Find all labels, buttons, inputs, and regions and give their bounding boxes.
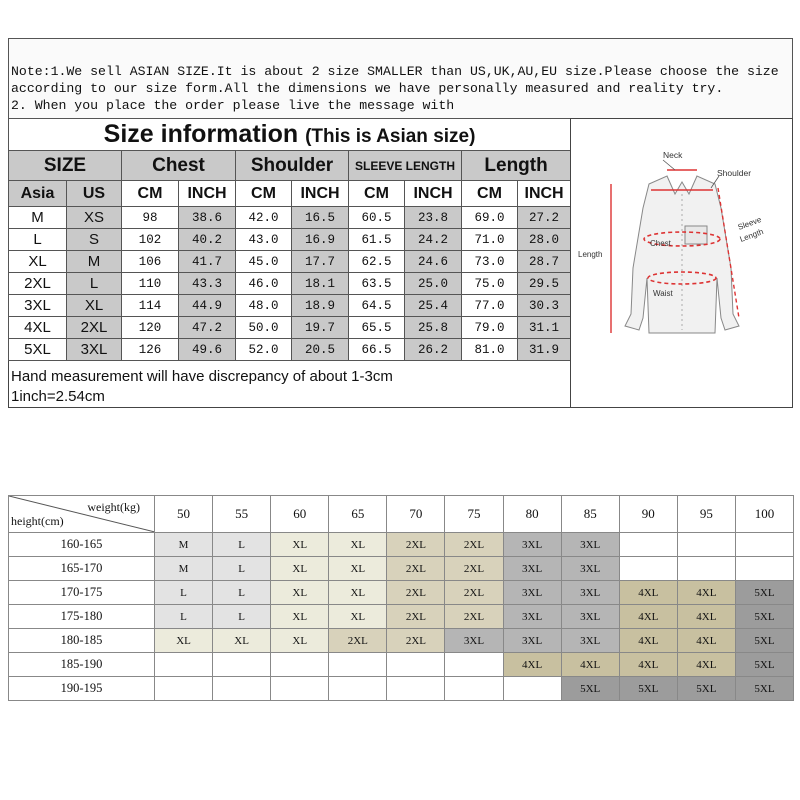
measure-cell: 69.0 (462, 207, 518, 229)
recommended-size-cell: M (155, 533, 213, 557)
us-size-cell: M (67, 251, 122, 273)
recommended-size-cell (445, 653, 503, 677)
recommended-size-cell: L (213, 533, 271, 557)
recommended-size-cell: XL (329, 533, 387, 557)
label-chest: Chest (650, 239, 671, 248)
size-footnote (8, 367, 570, 408)
recommended-size-cell: XL (329, 557, 387, 581)
us-size-cell: XL (67, 295, 122, 317)
note-line-1: Note:1.We sell ASIAN SIZE.It is about 2 size SMALLER than US,UK,AU,EU size.Please choose the size (11, 64, 779, 79)
recommended-size-cell: 3XL (561, 533, 619, 557)
recommended-size-cell (329, 677, 387, 701)
label-length: Length (578, 250, 603, 259)
recommended-size-cell: 3XL (445, 629, 503, 653)
recommended-size-cell: 2XL (329, 629, 387, 653)
measure-cell: 65.5 (349, 317, 405, 339)
recommended-size-cell: L (155, 605, 213, 629)
weight-header-95: 95 (677, 496, 735, 533)
recommended-size-cell: 4XL (677, 653, 735, 677)
recommended-size-cell (619, 533, 677, 557)
recommended-size-cell: 4XL (677, 581, 735, 605)
weight-header-65: 65 (329, 496, 387, 533)
recommended-size-cell: 4XL (677, 629, 735, 653)
recommended-size-cell: 3XL (561, 605, 619, 629)
measure-cell: 38.6 (179, 207, 236, 229)
recommended-size-cell: 5XL (735, 653, 793, 677)
asia-size-cell: 2XL (9, 273, 67, 295)
us-size-cell: L (67, 273, 122, 295)
recommended-size-cell: 4XL (619, 581, 677, 605)
recommended-size-cell: 5XL (619, 677, 677, 701)
recommended-size-cell (677, 557, 735, 581)
recommended-size-cell (155, 677, 213, 701)
hw-corner-cell (9, 496, 155, 533)
measure-cell: 110 (122, 273, 179, 295)
recommended-size-cell (155, 653, 213, 677)
measure-cell: 79.0 (462, 317, 518, 339)
subheader-7: INCH (405, 181, 462, 207)
subheader-1: US (67, 181, 122, 207)
subheader-4: CM (236, 181, 292, 207)
measure-cell: 64.5 (349, 295, 405, 317)
us-size-cell: XS (67, 207, 122, 229)
measure-cell: 31.9 (518, 339, 571, 361)
measure-cell: 114 (122, 295, 179, 317)
recommended-size-cell: 5XL (677, 677, 735, 701)
height-range-cell: 180-185 (9, 629, 155, 653)
recommended-size-cell: 3XL (503, 581, 561, 605)
title-sub: (This is Asian size) (305, 126, 476, 147)
recommended-size-cell: 5XL (735, 629, 793, 653)
size-row (9, 251, 571, 273)
recommended-size-cell: 2XL (445, 557, 503, 581)
asia-size-cell: XL (9, 251, 67, 273)
measure-cell: 25.0 (405, 273, 462, 295)
recommended-size-cell (329, 653, 387, 677)
recommended-size-cell: XL (271, 581, 329, 605)
recommended-size-cell: L (213, 605, 271, 629)
weight-header-75: 75 (445, 496, 503, 533)
weight-header-55: 55 (213, 496, 271, 533)
measure-cell: 126 (122, 339, 179, 361)
recommended-size-cell: 2XL (445, 533, 503, 557)
header-chest: Chest (122, 151, 236, 181)
hw-row (9, 533, 794, 557)
measure-cell: 66.5 (349, 339, 405, 361)
size-row (9, 339, 571, 361)
subheader-8: CM (462, 181, 518, 207)
size-table (8, 118, 571, 361)
recommended-size-cell: 3XL (561, 557, 619, 581)
recommended-size-cell: 4XL (619, 605, 677, 629)
measure-cell: 17.7 (292, 251, 349, 273)
recommended-size-cell: 3XL (503, 605, 561, 629)
weight-axis-label: weight(kg) (87, 500, 140, 514)
recommended-size-cell: 5XL (735, 581, 793, 605)
asia-size-cell: 4XL (9, 317, 67, 339)
measure-cell: 50.0 (236, 317, 292, 339)
recommended-size-cell: 2XL (387, 533, 445, 557)
recommended-size-cell: M (155, 557, 213, 581)
measure-cell: 19.7 (292, 317, 349, 339)
us-size-cell: S (67, 229, 122, 251)
measure-cell: 81.0 (462, 339, 518, 361)
recommended-size-cell (271, 677, 329, 701)
measure-cell: 43.0 (236, 229, 292, 251)
size-row (9, 229, 571, 251)
measure-cell: 62.5 (349, 251, 405, 273)
measure-cell: 18.9 (292, 295, 349, 317)
recommended-size-cell: 4XL (619, 629, 677, 653)
us-size-cell: 2XL (67, 317, 122, 339)
measure-cell: 28.0 (518, 229, 571, 251)
recommended-size-cell: 3XL (503, 557, 561, 581)
shirt-diagram (570, 118, 793, 408)
recommended-size-cell: 2XL (387, 557, 445, 581)
hw-row (9, 581, 794, 605)
measure-cell: 52.0 (236, 339, 292, 361)
recommended-size-cell: L (155, 581, 213, 605)
weight-header-85: 85 (561, 496, 619, 533)
size-row (9, 295, 571, 317)
hw-row (9, 557, 794, 581)
recommended-size-cell: XL (271, 629, 329, 653)
asia-size-cell: 5XL (9, 339, 67, 361)
recommended-size-cell: 2XL (387, 581, 445, 605)
recommended-size-cell: XL (213, 629, 271, 653)
measure-cell: 73.0 (462, 251, 518, 273)
recommended-size-cell: XL (271, 557, 329, 581)
measure-cell: 40.2 (179, 229, 236, 251)
title-main: Size information (103, 120, 299, 148)
recommended-size-cell: 5XL (735, 605, 793, 629)
measure-cell: 63.5 (349, 273, 405, 295)
weight-header-50: 50 (155, 496, 213, 533)
measure-cell: 61.5 (349, 229, 405, 251)
measure-cell: 120 (122, 317, 179, 339)
recommended-size-cell (735, 557, 793, 581)
subheader-9: INCH (518, 181, 571, 207)
note-line-3: 2. When you place the order please live the message with (11, 98, 455, 113)
measure-cell: 71.0 (462, 229, 518, 251)
header-shoulder: Shoulder (236, 151, 349, 181)
recommended-size-cell (445, 677, 503, 701)
measure-cell: 25.8 (405, 317, 462, 339)
recommended-size-cell: 3XL (503, 533, 561, 557)
recommended-size-cell (213, 677, 271, 701)
measure-cell: 27.2 (518, 207, 571, 229)
subheader-2: CM (122, 181, 179, 207)
measure-cell: 23.8 (405, 207, 462, 229)
recommended-size-cell (735, 533, 793, 557)
recommended-size-cell: XL (155, 629, 213, 653)
recommended-size-cell: 2XL (387, 629, 445, 653)
recommended-size-cell: 3XL (503, 629, 561, 653)
recommended-size-cell: 5XL (735, 677, 793, 701)
hw-row (9, 605, 794, 629)
height-range-cell: 160-165 (9, 533, 155, 557)
hw-row (9, 629, 794, 653)
recommended-size-cell: 2XL (445, 605, 503, 629)
recommended-size-cell: 3XL (561, 629, 619, 653)
measure-cell: 43.3 (179, 273, 236, 295)
measure-cell: 41.7 (179, 251, 236, 273)
size-row (9, 273, 571, 295)
measure-cell: 25.4 (405, 295, 462, 317)
weight-header-70: 70 (387, 496, 445, 533)
shirt-illustration (571, 118, 793, 408)
measure-cell: 45.0 (236, 251, 292, 273)
measure-cell: 47.2 (179, 317, 236, 339)
label-waist: Waist (653, 289, 673, 298)
recommended-size-cell: 4XL (503, 653, 561, 677)
hw-row (9, 653, 794, 677)
measure-cell: 16.5 (292, 207, 349, 229)
measure-cell: 46.0 (236, 273, 292, 295)
recommended-size-cell: 3XL (561, 581, 619, 605)
us-size-cell: 3XL (67, 339, 122, 361)
height-range-cell: 175-180 (9, 605, 155, 629)
measure-cell: 48.0 (236, 295, 292, 317)
footnote-inch: 1inch=2.54cm (11, 388, 105, 405)
measure-cell: 20.5 (292, 339, 349, 361)
measure-cell: 24.6 (405, 251, 462, 273)
height-range-cell: 165-170 (9, 557, 155, 581)
recommended-size-cell: 4XL (561, 653, 619, 677)
subheader-6: CM (349, 181, 405, 207)
note-line-2: according to our size form.All the dimensions we have personally measured and reality try. (11, 81, 724, 96)
recommended-size-cell: 2XL (445, 581, 503, 605)
asia-size-cell: L (9, 229, 67, 251)
hw-row (9, 677, 794, 701)
subheader-3: INCH (179, 181, 236, 207)
height-range-cell: 190-195 (9, 677, 155, 701)
recommended-size-cell (271, 653, 329, 677)
size-row (9, 207, 571, 229)
header-sleeve-length: SLEEVE LENGTH (349, 151, 462, 181)
recommended-size-cell: L (213, 557, 271, 581)
measure-cell: 60.5 (349, 207, 405, 229)
measure-cell: 30.3 (518, 295, 571, 317)
measure-cell: 106 (122, 251, 179, 273)
measure-cell: 102 (122, 229, 179, 251)
measure-cell: 31.1 (518, 317, 571, 339)
measure-cell: 77.0 (462, 295, 518, 317)
height-range-cell: 185-190 (9, 653, 155, 677)
subheader-5: INCH (292, 181, 349, 207)
measure-cell: 18.1 (292, 273, 349, 295)
header-length: Length (462, 151, 571, 181)
weight-header-60: 60 (271, 496, 329, 533)
size-row (9, 317, 571, 339)
measure-cell: 98 (122, 207, 179, 229)
height-range-cell: 170-175 (9, 581, 155, 605)
asia-size-cell: 3XL (9, 295, 67, 317)
label-sleeve: Sleeve (736, 215, 763, 232)
weight-header-80: 80 (503, 496, 561, 533)
recommended-size-cell: 4XL (677, 605, 735, 629)
measure-cell: 44.9 (179, 295, 236, 317)
measure-cell: 49.6 (179, 339, 236, 361)
recommended-size-cell: XL (271, 605, 329, 629)
header-size: SIZE (9, 151, 122, 181)
recommended-size-cell: XL (329, 605, 387, 629)
weight-header-90: 90 (619, 496, 677, 533)
label-neck: Neck (663, 150, 683, 160)
size-table-title (9, 119, 571, 151)
height-axis-label: height(cm) (11, 514, 64, 528)
measure-cell: 42.0 (236, 207, 292, 229)
measure-cell: 24.2 (405, 229, 462, 251)
recommended-size-cell: 4XL (619, 653, 677, 677)
measure-cell: 29.5 (518, 273, 571, 295)
recommended-size-cell: XL (271, 533, 329, 557)
measure-cell: 28.7 (518, 251, 571, 273)
recommended-size-cell: L (213, 581, 271, 605)
label-sleeve-length: Length (738, 227, 765, 244)
note-box (8, 38, 793, 118)
recommended-size-cell (619, 557, 677, 581)
height-weight-table (8, 495, 794, 701)
recommended-size-cell (213, 653, 271, 677)
recommended-size-cell (387, 677, 445, 701)
subheader-0: Asia (9, 181, 67, 207)
weight-header-100: 100 (735, 496, 793, 533)
recommended-size-cell: 2XL (387, 605, 445, 629)
label-shoulder: Shoulder (717, 168, 752, 178)
recommended-size-cell (677, 533, 735, 557)
recommended-size-cell: XL (329, 581, 387, 605)
footnote-discrepancy: Hand measurement will have discrepancy of about 1-3cm (11, 368, 393, 385)
measure-cell: 75.0 (462, 273, 518, 295)
measure-cell: 16.9 (292, 229, 349, 251)
recommended-size-cell (503, 677, 561, 701)
asia-size-cell: M (9, 207, 67, 229)
recommended-size-cell (387, 653, 445, 677)
recommended-size-cell: 5XL (561, 677, 619, 701)
measure-cell: 26.2 (405, 339, 462, 361)
